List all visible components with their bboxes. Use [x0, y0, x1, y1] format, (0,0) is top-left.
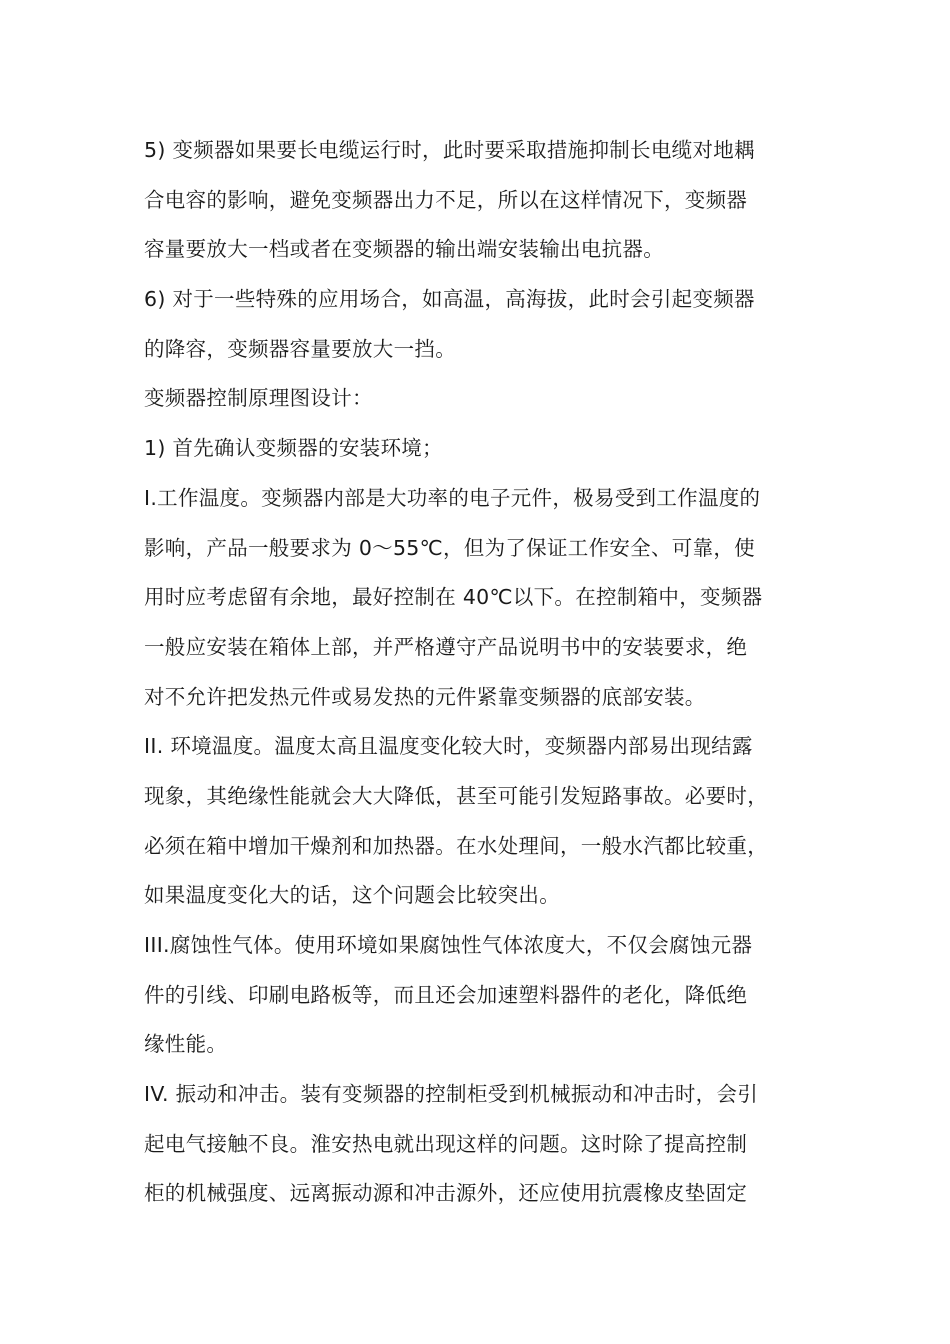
text-line: 一般应安装在箱体上部，并严格遵守产品说明书中的安装要求，绝: [144, 634, 748, 659]
text-line: 柜的机械强度、远离振动源和冲击源外，还应使用抗震橡皮垫固定: [144, 1181, 748, 1206]
text-line: II. 环境温度。温度太高且温度变化较大时，变频器内部易出现结露: [144, 734, 753, 759]
text-line: 如果温度变化大的话，这个问题会比较突出。: [144, 883, 560, 908]
text-line: 缘性能。: [144, 1032, 228, 1057]
section-heading: 变频器控制原理图设计：: [144, 386, 373, 411]
text-line: 用时应考虑留有余地，最好控制在 40℃以下。在控制箱中，变频器: [144, 585, 763, 610]
text-line: 的降容，变频器容量要放大一挡。: [144, 336, 456, 361]
text-line: 合电容的影响，避免变频器出力不足，所以在这样情况下，变频器: [144, 187, 748, 212]
text-line: III.腐蚀性气体。使用环境如果腐蚀性气体浓度大，不仅会腐蚀元器: [144, 933, 753, 957]
text-line: 容量要放大一档或者在变频器的输出端安装输出电抗器。: [144, 237, 664, 262]
text-line: 6) 对于一些特殊的应用场合，如高温，高海拔，此时会引起变频器: [144, 287, 755, 312]
text-line: 对不允许把发热元件或易发热的元件紧靠变频器的底部安装。: [144, 684, 706, 709]
text-line: 1) 首先确认变频器的安装环境；: [144, 436, 443, 461]
text-line: 必须在箱中增加干燥剂和加热器。在水处理间，一般水汽都比较重，: [144, 833, 768, 858]
text-line: 现象，其绝缘性能就会大大降低，甚至可能引发短路事故。必要时，: [144, 783, 768, 808]
text-line: 起电气接触不良。淮安热电就出现这样的问题。这时除了提高控制: [144, 1131, 748, 1156]
text-line: IV. 振动和冲击。装有变频器的控制柜受到机械振动和冲击时，会引: [144, 1082, 759, 1107]
document-body: [144, 126, 808, 1219]
text-line: I.工作温度。变频器内部是大功率的电子元件，极易受到工作温度的: [144, 485, 761, 510]
text-line: 影响，产品一般要求为 0～55℃，但为了保证工作安全、可靠，使: [144, 535, 755, 560]
text-line: 5) 变频器如果要长电缆运行时，此时要采取措施抑制长电缆对地耦: [144, 138, 755, 162]
text-line: 件的引线、印刷电路板等，而且还会加速塑料器件的老化，降低绝: [144, 982, 748, 1007]
